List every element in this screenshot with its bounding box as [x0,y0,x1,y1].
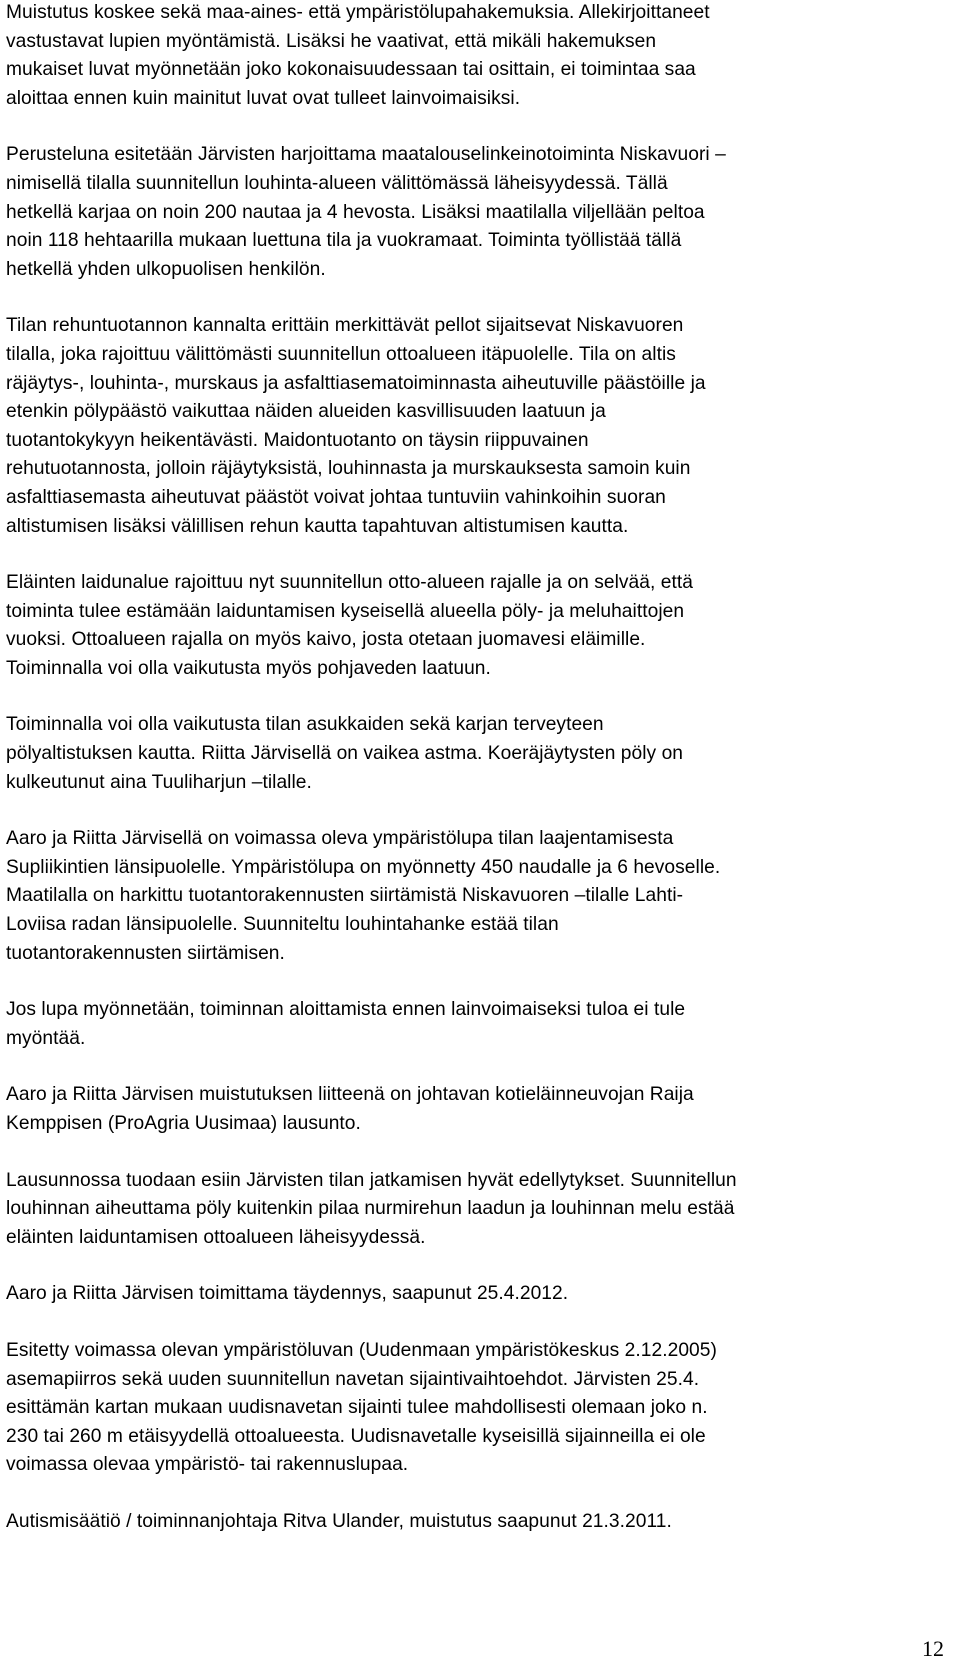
paragraph-taydennys: Aaro ja Riitta Järvisen toimittama täydennys, saapunut 25.4.2012. [6,1283,569,1305]
paragraph-autismisaatio: Autismisäätiö / toiminnanjohtaja Ritva Ulander, muistutus saapunut 21.3.2011. [6,1510,672,1532]
paragraph-lausunto: Lausunnossa tuodaan esiin Järvisten tilan jatkamisen hyvät edellytykset. Suunnitellun louhinnan aiheuttama pöly kuitenkin pilaa nurmirehun laadun ja louhinnan melu estää eläinten laiduntamisen ottoalueen läheisyydessä. [6,1169,737,1248]
paragraph-ymparistolupa: Aaro ja Riitta Järvisellä on voimassa oleva ympäristölupa tilan laajentamisesta Supliikintien länsipuolelle. Ympäristölupa on myönnetty 450 naudalle ja 6 hevoselle. Maatilalla on harkittu tuotantorakennusten siirtämistä Niskavuoren –tilalle Lahti- Loviisa radan länsipuolelle. Suunniteltu louhintahanke estää tilan tuotantorakennusten siirtämisen. [6,828,721,964]
page-number: 12 [922,1636,944,1661]
paragraph-rehuntuotanto: Tilan rehuntuotannon kannalta erittäin merkittävät pellot sijaitsevat Niskavuoren tilalla, joka rajoittuu välittömästi suunnitellun ottoalueen itäpuolelle. Tila on altis räjäytys-, louhinta-, murskaus ja asfalttiasematoiminnasta aiheutuville päästöille ja etenkin pölypäästö vaikuttaa näiden alueiden kasvillisuuden laatuun ja tuotantokykyyn heikentävästi. Maidontuotanto on täysin riippuvainen rehutuotannosta, jolloin räjäytyksistä, louhinnasta ja murskauksesta samoin kuin asfalttiasemasta aiheutuvat päästöt voivat johtaa tuntuviin vahinkoihin suoran altistumisen lisäksi välillisen rehun kautta tapahtuvan altistumisen kautta. [6,315,706,537]
paragraph-lainvoimaisuus: Jos lupa myönnetään, toiminnan aloittamista ennen lainvoimaiseksi tuloa ei tule myöntää. [6,999,686,1049]
paragraph-asemapiirros: Esitetty voimassa olevan ympäristöluvan (Uudenmaan ympäristökeskus 2.12.2005) asemapiirros sekä uuden suunnitellun navetan sijaintivaihtoehdot. Järvisten 25.4. esittämän kartan mukaan uudisnavetan sijainti tulee mahdollisesti olemaan joko n. 230 tai 260 m etäisyydellä ottoalueesta. Uudisnavetalle kyseisillä sijainneilla ei ole voimassa olevaa ympäristö- tai rakennuslupaa. [6,1339,717,1476]
paragraph-liite: Aaro ja Riitta Järvisen muistutuksen liitteenä on johtavan kotieläinneuvojan Raija Kemppisen (ProAgria Uusimaa) lausunto. [6,1084,694,1134]
paragraph-perusteluna: Perusteluna esitetään Järvisten harjoittama maatalouselinkeinotoiminta Niskavuori – nimisellä tilalla suunnitellun louhinta-alueen välittömässä läheisyydessä. Tällä hetkellä karjaa on noin 200 nautaa ja 4 hevosta. Lisäksi maatilalla viljellään peltoa noin 118 hehtaarilla mukaan luettuna tila ja vuokramaat. Toiminta työllistää tällä hetkellä yhden ulkopuolisen henkilön. [6,144,726,280]
paragraph-terveys: Toiminnalla voi olla vaikutusta tilan asukkaiden sekä karjan terveyteen pölyaltistuksen kautta. Riitta Järvisellä on vaikea astma. Koeräjäytysten pöly on kulkeutunut aina Tuuliharjun –tilalle. [6,714,684,793]
document-body [6,0,934,1565]
paragraph-laidunalue: Eläinten laidunalue rajoittuu nyt suunnitellun otto-alueen rajalle ja on selvää, että toiminta tulee estämään laiduntamisen kyseisellä alueella pöly- ja meluhaittojen vuoksi. Ottoalueen rajalla on myös kaivo, josta otetaan juomavesi eläimille. Toiminnalla voi olla vaikutusta myös pohjaveden laatuun. [6,572,693,679]
paragraph-muistutus: Muistutus koskee sekä maa-aines- että ympäristölupahakemuksia. Allekirjoittaneet vastustavat lupien myöntämistä. Lisäksi he vaativat, että mikäli hakemuksen mukaiset luvat myönnetään joko kokonaisuudessaan tai osittain, ei toimintaa saa aloittaa ennen kuin mainitut luvat ovat tulleet lainvoimaisiksi. [6,2,710,109]
